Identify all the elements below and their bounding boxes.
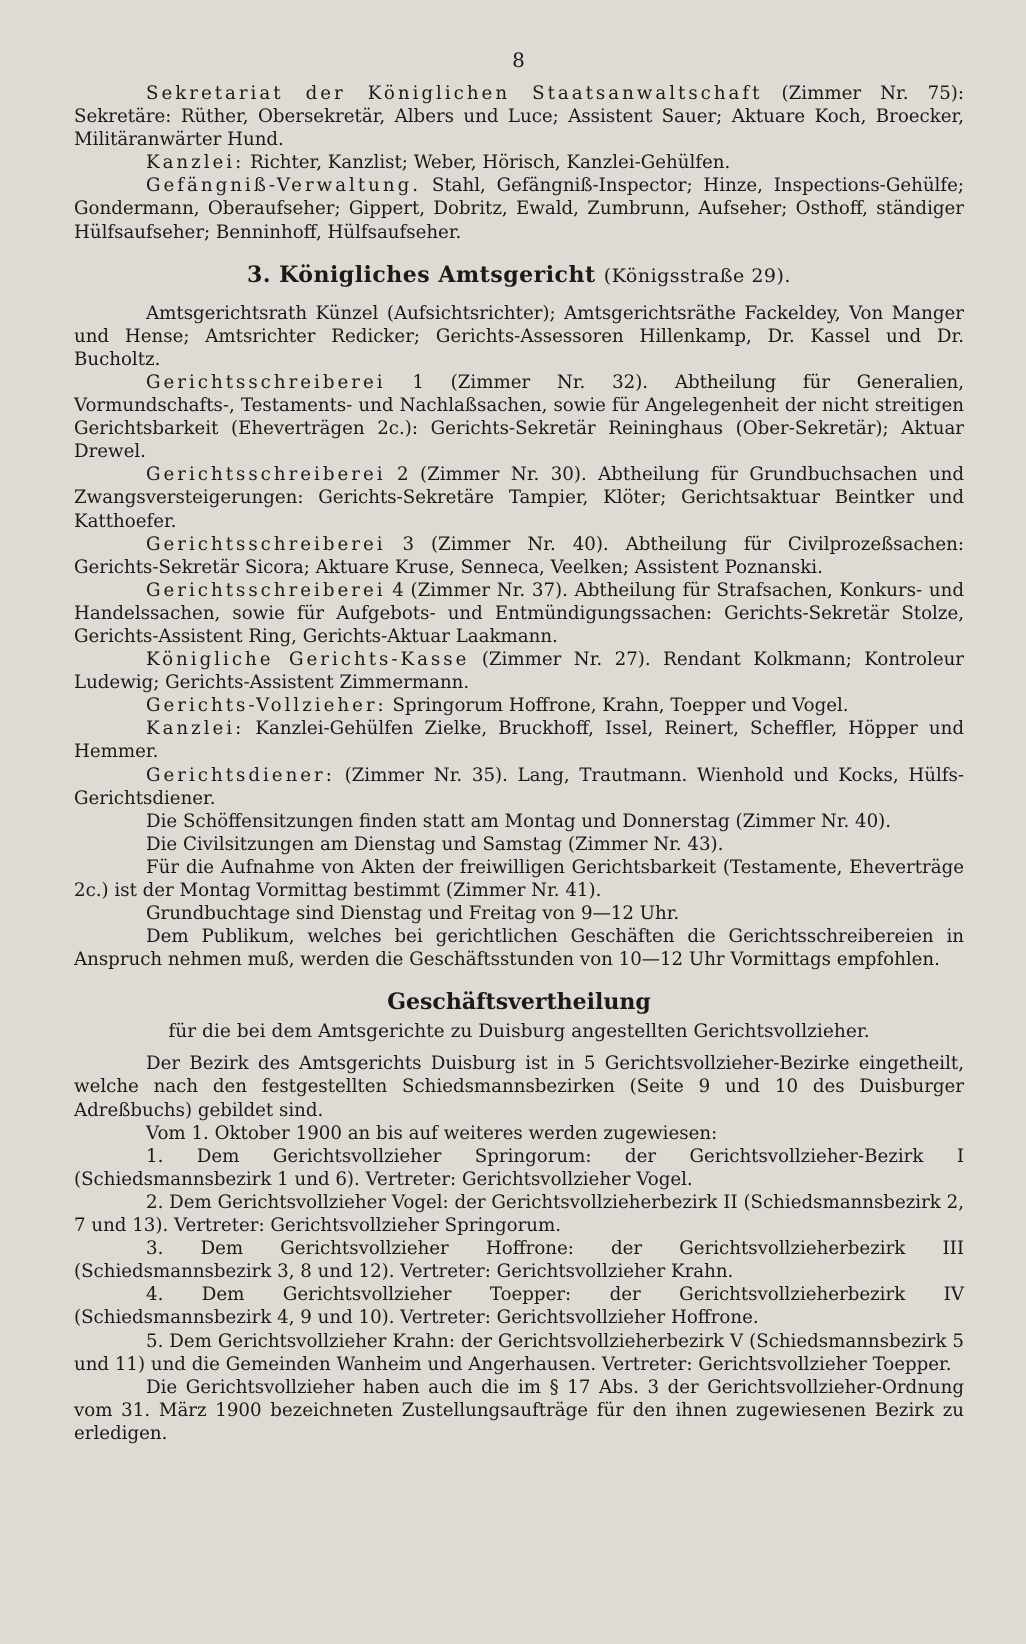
geschaeftsvertheilung-paragraph-1: Vom 1. Oktober 1900 an bis auf weiteres werden zugewiesen: (146, 1122, 718, 1144)
amtsgericht-paragraph-3 (74, 533, 964, 579)
geschaeftsvertheilung-paragraph-5: 4. Dem Gerichtsvollzieher Toepper: der Gerichtsvollzieherbezirk IV (Schiedsmannsbezirk 4, 9 und 10). Vertreter: Gerichtsvollzieher Hoffrone. (74, 1284, 964, 1329)
amtsgericht-paragraph-text: Für die Aufnahme von Akten der freiwilligen Gerichtsbarkeit (Testamente, Eheverträge 2c.) ist der Montag Vormittag bestimmt (Zimmer Nr. 41). (74, 856, 964, 901)
amtsgericht-address: (Königsstraße 29). (603, 264, 791, 287)
amtsgericht-paragraph-12 (74, 902, 964, 925)
amtsgericht-paragraph-text: (Zimmer Nr. 27). Rendant Kolkmann; Kontroleur Ludewig; Gerichts-Assistent Zimmermann. (74, 649, 964, 694)
geschaeftsvertheilung-paragraph-7: Die Gerichtsvollzieher haben auch die im § 17 Abs. 3 der Gerichtsvollzieher-Ordnung vom 31. März 1900 bezeichneten Zustellungsaufträge für den ihnen zugewiesenen Bezirk zu erledigen. (74, 1376, 964, 1444)
amtsgericht-paragraph-text: 2 (Zimmer Nr. 30). Abtheilung für Grundbuchsachen und Zwangsversteigerungen: Gerichts-Sekretäre Tampier, Klöter; Gerichtsaktuar Beintker und Katthoefer. (74, 464, 964, 532)
amtsgericht-paragraph-5 (74, 648, 964, 694)
amtsgericht-paragraph-11 (74, 856, 964, 902)
geschaeftsvertheilung-heading: Geschäftsvertheilung (387, 989, 651, 1016)
amtsgericht-paragraph-title: Kanzlei: (146, 718, 245, 740)
kanzlei-paragraph (74, 151, 964, 174)
amtsgericht-paragraph-text: 3 (Zimmer Nr. 40). Abtheilung für Civilprozeßsachen: Gerichts-Sekretär Sicora; Aktuare Kruse, Senneca, Veelken; Assistent Poznanski. (74, 533, 964, 578)
staatsanwaltschaft-title: Sekretariat der Königlichen Staatsanwaltschaft (146, 83, 763, 104)
amtsgericht-paragraph-8 (74, 764, 964, 810)
amtsgericht-paragraph-title: Gerichtsschreiberei (146, 464, 386, 486)
amtsgericht-paragraph-text: Springorum Hoffrone, Krahn, Toepper und Vogel. (392, 695, 849, 717)
geschaeftsvertheilung-paragraph-6: 5. Dem Gerichtsvollzieher Krahn: der Gerichtsvollzieherbezirk V (Schiedsmannsbezirk 5 und 11) und die Gemeinden Wanheim und Angerhausen. Vertreter: Gerichtsvollzieher Toepper. (74, 1330, 964, 1375)
amtsgericht-title: 3. Königliches Amtsgericht (247, 261, 596, 288)
amtsgericht-paragraph-title: Gerichtsdiener: (146, 764, 335, 786)
geschaeftsvertheilung-paragraph-4: 3. Dem Gerichtsvollzieher Hoffrone: der Gerichtsvollzieherbezirk III (Schiedsmannsbezirk 3, 8 und 12). Vertreter: Gerichtsvollzieher Krahn. (74, 1238, 964, 1283)
staatsanwaltschaft-paragraph (74, 82, 964, 151)
amtsgericht-paragraph-text: 1 (Zimmer Nr. 32). Abtheilung für Generalien, Vormundschafts-, Testaments- und Nachlaßsachen, sowie für Angelegenheit der nicht streitigen Gerichtsbarkeit (Eheverträgen 2c.): Gerichts-Sekretär Reininghaus (Ober-Sekretär); Aktuar Drewel. (74, 371, 964, 463)
page-number: 8 (512, 48, 526, 72)
gefaengnis-title: Gefängniß-Verwaltung. (146, 175, 422, 197)
amtsgericht-paragraph-2 (74, 463, 964, 532)
amtsgericht-paragraph-1 (74, 371, 964, 463)
amtsgericht-paragraph-0 (74, 302, 964, 371)
amtsgericht-paragraph-text: (Zimmer Nr. 35). Lang, Trautmann. Wienhold und Kocks, Hülfs-Gerichtsdiener. (74, 764, 964, 809)
amtsgericht-paragraph-text: Die Civilsitzungen am Dienstag und Samstag (Zimmer Nr. 43). (146, 833, 724, 855)
geschaeftsvertheilung-subheading: für die bei dem Amtsgerichte zu Duisburg angestellten Gerichtsvollzieher. (168, 1021, 870, 1043)
amtsgericht-paragraph-text: Dem Publikum, welches bei gerichtlichen Geschäften die Gerichtsschreibereien in Anspruch nehmen muß, werden die Geschäftsstunden von 10—12 Uhr Vormittags empfohlen. (74, 926, 964, 971)
gefaengnis-paragraph (74, 174, 964, 243)
amtsgericht-paragraph-10 (74, 833, 964, 856)
amtsgericht-paragraph-title: Gerichts-Vollzieher: (146, 695, 387, 717)
amtsgericht-paragraph-text: 4 (Zimmer Nr. 37). Abtheilung für Strafsachen, Konkurs- und Handelssachen, sowie für Aufgebots- und Entmündigungssachen: Gerichts-Sekretär Stolze, Gerichts-Assistent Ring, Gerichts-Aktuar Laakmann. (74, 579, 964, 647)
amtsgericht-paragraph-title: Gerichtsschreiberei (146, 371, 386, 393)
amtsgericht-paragraph-9 (74, 810, 964, 833)
amtsgericht-paragraph-text: Amtsgerichtsrath Künzel (Aufsichtsrichter); Amtsgerichtsräthe Fackeldey, Von Manger und Hense; Amtsrichter Redicker; Gerichts-Assessoren Hillenkamp, Dr. Kassel und Dr. Bucholtz. (74, 302, 964, 370)
kanzlei-title: Kanzlei: (146, 152, 245, 174)
geschaeftsvertheilung-paragraph-2: 1. Dem Gerichtsvollzieher Springorum: der Gerichtsvollzieher-Bezirk I (Schiedsmannsbezirk 1 und 6). Vertreter: Gerichtsvollzieher Vogel. (74, 1145, 964, 1190)
amtsgericht-paragraph-6 (74, 694, 964, 717)
amtsgericht-paragraph-title: Königliche Gerichts-Kasse (146, 649, 470, 671)
geschaeftsvertheilung-paragraph-3: 2. Dem Gerichtsvollzieher Vogel: der Gerichtsvollzieherbezirk II (Schiedsmannsbezirk 2, 7 und 13). Vertreter: Gerichtsvollzieher Springorum. (74, 1191, 964, 1237)
amtsgericht-paragraph-4 (74, 579, 964, 648)
geschaeftsvertheilung-paragraph-0: Der Bezirk des Amtsgerichts Duisburg ist in 5 Gerichtsvollzieher-Bezirke eingetheilt, welche nach den festgestellten Schiedsmannsbezirken (Seite 9 und 10 des Duisburger Adreßbuchs) gebildet sind. (74, 1053, 964, 1121)
kanzlei-text: Richter, Kanzlist; Weber, Hörisch, Kanzlei-Gehülfen. (250, 152, 731, 174)
amtsgericht-paragraph-text: Die Schöffensitzungen finden statt am Montag und Donnerstag (Zimmer Nr. 40). (146, 810, 892, 832)
amtsgericht-paragraph-13 (74, 925, 964, 971)
amtsgericht-paragraph-text: Kanzlei-Gehülfen Zielke, Bruckhoff, Issel, Reinert, Scheffler, Höpper und Hemmer. (74, 718, 964, 763)
amtsgericht-heading (74, 262, 964, 288)
amtsgericht-paragraph-title: Gerichtsschreiberei (146, 579, 386, 601)
amtsgericht-paragraph-7 (74, 717, 964, 763)
amtsgericht-paragraph-text: Grundbuchtage sind Dienstag und Freitag von 9—12 Uhr. (146, 903, 680, 925)
staatsanwaltschaft-text: (Zimmer Nr. 75): Sekretäre: Rüther, Obersekretär, Albers und Luce; Assistent Sauer; Aktuare Koch, Broecker, Militäranwärter Hund. (74, 83, 964, 151)
amtsgericht-paragraph-title: Gerichtsschreiberei (146, 533, 386, 555)
gefaengnis-text: Stahl, Gefängniß-Inspector; Hinze, Inspections-Gehülfe; Gondermann, Oberaufseher; Gippert, Dobritz, Ewald, Zumbrunn, Aufseher; Osthoff, ständiger Hülfsaufseher; Benninhoff, Hülfsaufseher. (74, 175, 964, 243)
